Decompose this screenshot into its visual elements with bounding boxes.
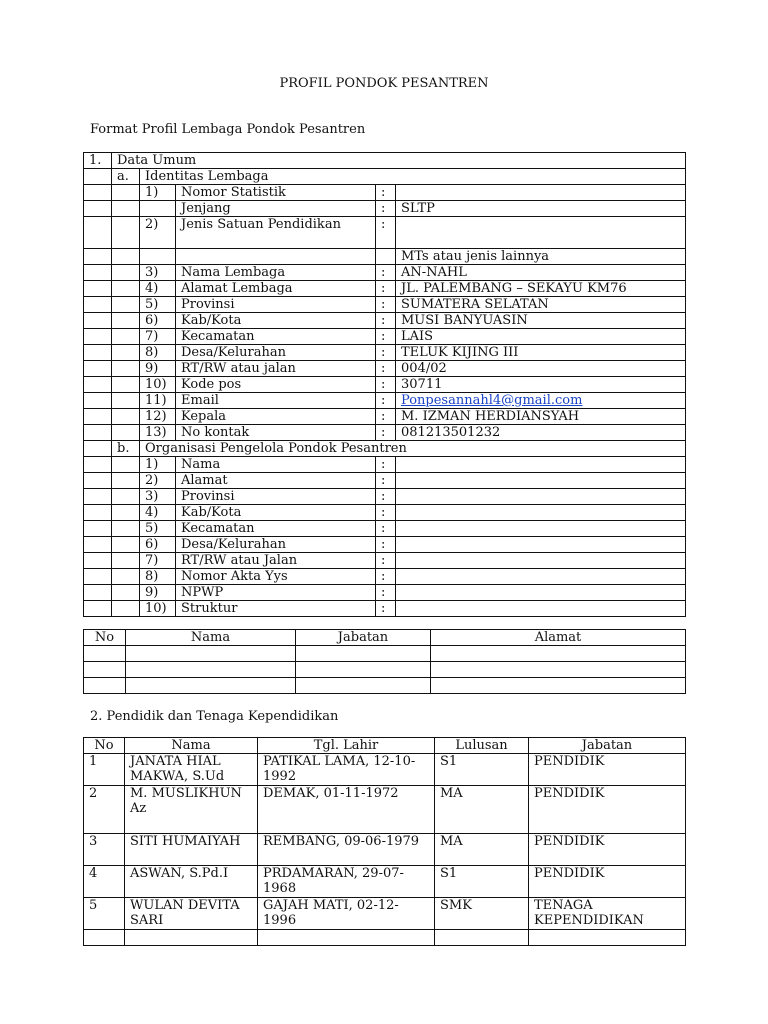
field-number: 12) [140, 409, 176, 425]
staff-tgl: PRDAMARAN, 29-07-1968 [258, 866, 435, 898]
field-number: 1) [140, 457, 176, 473]
field-value [396, 217, 686, 249]
field-label: Kecamatan [176, 329, 376, 345]
blank-cell [84, 345, 112, 361]
column-header: Jabatan [296, 630, 431, 646]
blank-cell [112, 249, 140, 265]
table-cell [431, 646, 686, 662]
field-colon: : [376, 329, 396, 345]
field-colon: : [376, 521, 396, 537]
table-row [84, 281, 686, 297]
field-number: 2) [140, 473, 176, 489]
field-value [396, 457, 686, 473]
blank-cell [84, 569, 112, 585]
field-label: NPWP [176, 585, 376, 601]
blank-cell [112, 505, 140, 521]
blank-cell [84, 537, 112, 553]
column-header: Jabatan [529, 738, 686, 754]
field-label: Alamat Lembaga [176, 281, 376, 297]
field-number: 13) [140, 425, 176, 441]
field-number: 8) [140, 345, 176, 361]
field-number: 2) [140, 217, 176, 249]
column-header: Tgl. Lahir [258, 738, 435, 754]
field-label: RT/RW atau Jalan [176, 553, 376, 569]
field-colon: : [376, 457, 396, 473]
table-row [84, 361, 686, 377]
field-value[interactable]: Ponpesannahl4@gmail.com [396, 393, 686, 409]
table-cell [126, 662, 296, 678]
table-row [84, 786, 686, 834]
staff-nama: SITI HUMAIYAH [125, 834, 258, 866]
blank-cell [112, 185, 140, 201]
table-row [84, 537, 686, 553]
struktur-table [83, 629, 686, 694]
field-label: Email [176, 393, 376, 409]
blank-cell [112, 473, 140, 489]
page-title: PROFIL PONDOK PESANTREN [279, 76, 489, 91]
staff-lulusan: S1 [435, 866, 529, 898]
table-cell [126, 646, 296, 662]
staff-lulusan: MA [435, 834, 529, 866]
field-label: Kode pos [176, 377, 376, 393]
field-number: 4) [140, 281, 176, 297]
blank-cell [112, 569, 140, 585]
field-colon: : [376, 553, 396, 569]
field-value [396, 185, 686, 201]
field-value: MTs atau jenis lainnya [396, 249, 686, 265]
staff-table [83, 737, 686, 946]
table-row [84, 425, 686, 441]
table-row [84, 553, 686, 569]
blank-cell [112, 537, 140, 553]
section-label: Data Umum [112, 153, 686, 169]
field-number [140, 249, 176, 265]
staff-jabatan: PENDIDIK [529, 866, 686, 898]
blank-cell [112, 313, 140, 329]
subsection-label: Identitas Lembaga [140, 169, 686, 185]
field-number [140, 201, 176, 217]
blank-cell [112, 217, 140, 249]
field-colon: : [376, 569, 396, 585]
blank-cell [84, 585, 112, 601]
field-number: 3) [140, 489, 176, 505]
field-value: JL. PALEMBANG – SEKAYU KM76 [396, 281, 686, 297]
table-row [84, 313, 686, 329]
field-value: 004/02 [396, 361, 686, 377]
table-row [84, 345, 686, 361]
blank-cell [84, 297, 112, 313]
field-label: Jenjang [176, 201, 376, 217]
field-label: Nomor Akta Yys [176, 569, 376, 585]
blank-cell [84, 553, 112, 569]
staff-jabatan: TENAGA KEPENDIDIKAN [529, 898, 686, 930]
field-label: Desa/Kelurahan [176, 345, 376, 361]
field-number: 9) [140, 585, 176, 601]
field-colon: : [376, 377, 396, 393]
column-header: Lulusan [435, 738, 529, 754]
table-row [84, 217, 686, 249]
column-header: No [84, 630, 126, 646]
field-value [396, 489, 686, 505]
section-2-title: 2. Pendidik dan Tenaga Kependidikan [90, 709, 339, 724]
field-value [396, 601, 686, 617]
field-label: No kontak [176, 425, 376, 441]
field-colon: : [376, 585, 396, 601]
staff-tgl: GAJAH MATI, 02-12-1996 [258, 898, 435, 930]
table-row [84, 473, 686, 489]
table-row [84, 646, 686, 662]
field-number: 7) [140, 329, 176, 345]
column-header: Alamat [431, 630, 686, 646]
field-number: 11) [140, 393, 176, 409]
table-cell [431, 662, 686, 678]
field-colon: : [376, 409, 396, 425]
table-row [84, 249, 686, 265]
blank-cell [84, 313, 112, 329]
staff-no: 2 [84, 786, 125, 834]
table-row [84, 409, 686, 425]
blank-cell [84, 185, 112, 201]
field-number: 4) [140, 505, 176, 521]
field-value: 081213501232 [396, 425, 686, 441]
blank-cell [112, 553, 140, 569]
staff-jabatan: PENDIDIK [529, 834, 686, 866]
field-colon: : [376, 297, 396, 313]
field-colon: : [376, 281, 396, 297]
field-label: Jenis Satuan Pendidikan [176, 217, 376, 249]
field-label: Desa/Kelurahan [176, 537, 376, 553]
field-label: Kepala [176, 409, 376, 425]
field-colon: : [376, 473, 396, 489]
blank-cell [112, 361, 140, 377]
field-colon: : [376, 185, 396, 201]
section-number: 1. [84, 153, 112, 169]
table-cell [296, 678, 431, 694]
staff-tgl: REMBANG, 09-06-1979 [258, 834, 435, 866]
field-colon: : [376, 601, 396, 617]
staff-no: 4 [84, 866, 125, 898]
table-row [84, 505, 686, 521]
table-row [84, 457, 686, 473]
field-label: Provinsi [176, 489, 376, 505]
table-cell [296, 646, 431, 662]
field-label: Nama [176, 457, 376, 473]
staff-tgl: DEMAK, 01-11-1972 [258, 786, 435, 834]
field-label: Nomor Statistik [176, 185, 376, 201]
blank-cell [84, 489, 112, 505]
field-value [396, 553, 686, 569]
field-number: 10) [140, 601, 176, 617]
field-colon: : [376, 345, 396, 361]
table-cell [431, 678, 686, 694]
table-row [84, 754, 686, 786]
field-number: 3) [140, 265, 176, 281]
blank-cell [84, 441, 112, 457]
blank-cell [112, 329, 140, 345]
table-row [84, 601, 686, 617]
table-row [84, 185, 686, 201]
table-row [84, 662, 686, 678]
table-row [84, 201, 686, 217]
staff-nama: JANATA HIAL MAKWA, S.Ud [125, 754, 258, 786]
table-row [84, 441, 686, 457]
blank-cell [84, 169, 112, 185]
blank-cell [112, 393, 140, 409]
field-value: SLTP [396, 201, 686, 217]
field-value [396, 473, 686, 489]
subsection-label: Organisasi Pengelola Pondok Pesantren [140, 441, 686, 457]
field-value: TELUK KIJING III [396, 345, 686, 361]
table-row [84, 521, 686, 537]
field-colon: : [376, 393, 396, 409]
field-colon: : [376, 361, 396, 377]
field-label: Alamat [176, 473, 376, 489]
blank-cell [112, 201, 140, 217]
staff-jabatan: PENDIDIK [529, 754, 686, 786]
blank-cell [84, 425, 112, 441]
column-header: No [84, 738, 125, 754]
blank-cell [84, 361, 112, 377]
table-cell [84, 678, 126, 694]
identity-table [83, 152, 686, 617]
field-label: Provinsi [176, 297, 376, 313]
blank-cell [84, 393, 112, 409]
blank-cell [112, 345, 140, 361]
blank-cell [112, 489, 140, 505]
staff-no [84, 930, 125, 946]
blank-cell [84, 457, 112, 473]
field-colon: : [376, 489, 396, 505]
field-value: MUSI BANYUASIN [396, 313, 686, 329]
field-colon [376, 249, 396, 265]
field-label: Nama Lembaga [176, 265, 376, 281]
blank-cell [84, 265, 112, 281]
table-row [84, 297, 686, 313]
field-label: Kab/Kota [176, 505, 376, 521]
table-cell [84, 646, 126, 662]
column-header: Nama [125, 738, 258, 754]
blank-cell [112, 425, 140, 441]
blank-cell [112, 377, 140, 393]
table-row [84, 265, 686, 281]
blank-cell [84, 409, 112, 425]
field-number: 10) [140, 377, 176, 393]
field-value [396, 521, 686, 537]
field-number: 6) [140, 537, 176, 553]
table-row [84, 329, 686, 345]
staff-tgl [258, 930, 435, 946]
blank-cell [112, 457, 140, 473]
table-row [84, 585, 686, 601]
blank-cell [84, 329, 112, 345]
field-number: 7) [140, 553, 176, 569]
field-value [396, 505, 686, 521]
staff-no: 1 [84, 754, 125, 786]
field-number: 5) [140, 521, 176, 537]
table-cell [84, 662, 126, 678]
staff-lulusan [435, 930, 529, 946]
staff-nama: ASWAN, S.Pd.I [125, 866, 258, 898]
staff-no: 5 [84, 898, 125, 930]
field-number: 5) [140, 297, 176, 313]
blank-cell [84, 473, 112, 489]
table-cell [126, 678, 296, 694]
field-value [396, 569, 686, 585]
blank-cell [112, 297, 140, 313]
table-row [84, 377, 686, 393]
table-row [84, 898, 686, 930]
field-colon: : [376, 313, 396, 329]
staff-lulusan: SMK [435, 898, 529, 930]
field-colon: : [376, 201, 396, 217]
blank-cell [84, 505, 112, 521]
table-cell [296, 662, 431, 678]
field-value [396, 537, 686, 553]
field-colon: : [376, 425, 396, 441]
staff-no: 3 [84, 834, 125, 866]
blank-cell [84, 201, 112, 217]
field-colon: : [376, 505, 396, 521]
field-value: AN-NAHL [396, 265, 686, 281]
blank-cell [84, 521, 112, 537]
column-header: Nama [126, 630, 296, 646]
field-number: 8) [140, 569, 176, 585]
field-colon: : [376, 217, 396, 249]
table-row [84, 866, 686, 898]
subsection-letter: a. [112, 169, 140, 185]
field-label: Kab/Kota [176, 313, 376, 329]
field-label: Kecamatan [176, 521, 376, 537]
field-value [396, 585, 686, 601]
staff-nama [125, 930, 258, 946]
blank-cell [112, 585, 140, 601]
subsection-letter: b. [112, 441, 140, 457]
blank-cell [84, 601, 112, 617]
blank-cell [112, 601, 140, 617]
field-number: 9) [140, 361, 176, 377]
field-label: Struktur [176, 601, 376, 617]
field-value: 30711 [396, 377, 686, 393]
field-value: LAIS [396, 329, 686, 345]
field-label: RT/RW atau jalan [176, 361, 376, 377]
blank-cell [84, 217, 112, 249]
field-colon: : [376, 537, 396, 553]
staff-lulusan: S1 [435, 754, 529, 786]
table-row [84, 489, 686, 505]
staff-tgl: PATIKAL LAMA, 12-10-1992 [258, 754, 435, 786]
blank-cell [112, 521, 140, 537]
field-value: M. IZMAN HERDIANSYAH [396, 409, 686, 425]
table-row [84, 834, 686, 866]
table-row [84, 569, 686, 585]
staff-lulusan: MA [435, 786, 529, 834]
blank-cell [84, 249, 112, 265]
blank-cell [112, 409, 140, 425]
staff-jabatan [529, 930, 686, 946]
table-row [84, 153, 686, 169]
page-subtitle: Format Profil Lembaga Pondok Pesantren [90, 122, 366, 137]
staff-nama: WULAN DEVITA SARI [125, 898, 258, 930]
blank-cell [112, 281, 140, 297]
staff-nama: M. MUSLIKHUN Az [125, 786, 258, 834]
field-value: SUMATERA SELATAN [396, 297, 686, 313]
table-row [84, 930, 686, 946]
field-colon: : [376, 265, 396, 281]
blank-cell [84, 281, 112, 297]
table-row [84, 169, 686, 185]
field-label [176, 249, 376, 265]
staff-jabatan: PENDIDIK [529, 786, 686, 834]
field-number: 1) [140, 185, 176, 201]
table-row [84, 678, 686, 694]
blank-cell [84, 377, 112, 393]
blank-cell [112, 265, 140, 281]
table-row [84, 393, 686, 409]
field-number: 6) [140, 313, 176, 329]
